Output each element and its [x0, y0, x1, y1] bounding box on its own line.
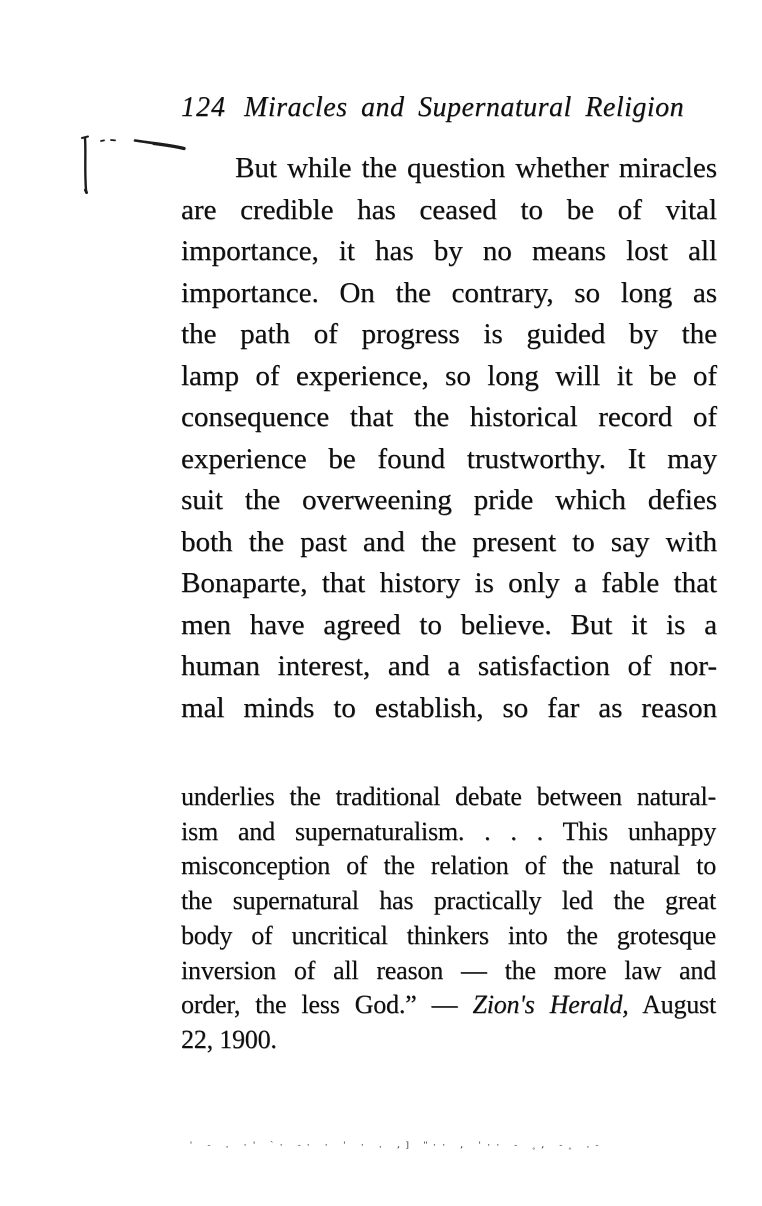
text-line	[181, 148, 717, 190]
text-segment: consequence that the historical record of	[181, 401, 717, 433]
text-segment: But while the question whether miracles	[235, 152, 717, 184]
footnote-block	[181, 780, 716, 1058]
text-line	[181, 605, 717, 647]
text-segment: underlies the traditional debate between natural-	[181, 782, 716, 811]
text-segment: are credible has ceased to be of vital	[181, 193, 717, 226]
text-line	[181, 688, 717, 730]
scan-noise-artifact: ' - . ·' `· -· · ' · . ,] "·· , '·· - ˳, -˳ .-	[188, 1141, 603, 1150]
text-line	[181, 954, 716, 989]
text-segment: importance. On the contrary, so long as	[181, 276, 717, 309]
text-segment: 22, 1900.	[181, 1024, 277, 1054]
text-segment: experience be found trustworthy. It may	[181, 442, 717, 475]
text-line	[181, 231, 717, 273]
text-line	[181, 1023, 716, 1058]
text-segment: human interest, and a satisfaction of nor-	[181, 650, 717, 682]
text-segment: the path of progress is guided by the	[181, 318, 717, 350]
text-line	[181, 919, 716, 954]
running-title: Miracles and Supernatural Religion	[244, 92, 685, 123]
text-segment: both the past and the present to say with	[181, 525, 717, 558]
text-segment: body of uncritical thinkers into the grotesque	[181, 920, 716, 950]
text-line	[181, 522, 717, 564]
page-number: 124	[181, 92, 226, 123]
text-segment: lamp of experience, so long will it be of	[181, 359, 717, 392]
text-segment: Bonaparte, that history is only a fable that	[181, 567, 717, 599]
text-line	[181, 273, 717, 315]
text-segment: order, the less God.” —	[181, 990, 473, 1020]
main-paragraph	[181, 148, 717, 729]
text-segment: inversion of all reason — the more law and	[181, 955, 716, 985]
page-header	[181, 92, 717, 124]
text-segment: mal minds to establish, so far as reason	[181, 691, 717, 724]
text-segment: the supernatural has practically led the great	[181, 886, 716, 916]
text-line	[181, 884, 716, 919]
text-line	[181, 314, 717, 356]
text-segment: importance, it has by no means lost all	[181, 235, 717, 267]
text-line	[181, 849, 716, 884]
text-line	[181, 988, 716, 1023]
text-segment: August	[628, 990, 716, 1020]
margin-pen-mark-icon	[76, 130, 192, 198]
text-segment: men have agreed to believe. But it is a	[181, 608, 717, 641]
text-segment: misconception of the relation of the natural to	[181, 851, 716, 881]
citation-source: Zion's Herald,	[472, 990, 629, 1020]
text-line	[181, 190, 717, 232]
text-line	[181, 563, 717, 605]
text-line	[181, 397, 717, 439]
text-line	[181, 439, 717, 481]
text-line	[181, 780, 716, 815]
text-segment: ism and supernaturalism. . . . This unhappy	[181, 816, 716, 846]
text-line	[181, 480, 717, 522]
text-line	[181, 646, 717, 688]
text-line	[181, 356, 717, 398]
text-line	[181, 815, 716, 850]
text-segment: suit the overweening pride which defies	[181, 484, 717, 516]
